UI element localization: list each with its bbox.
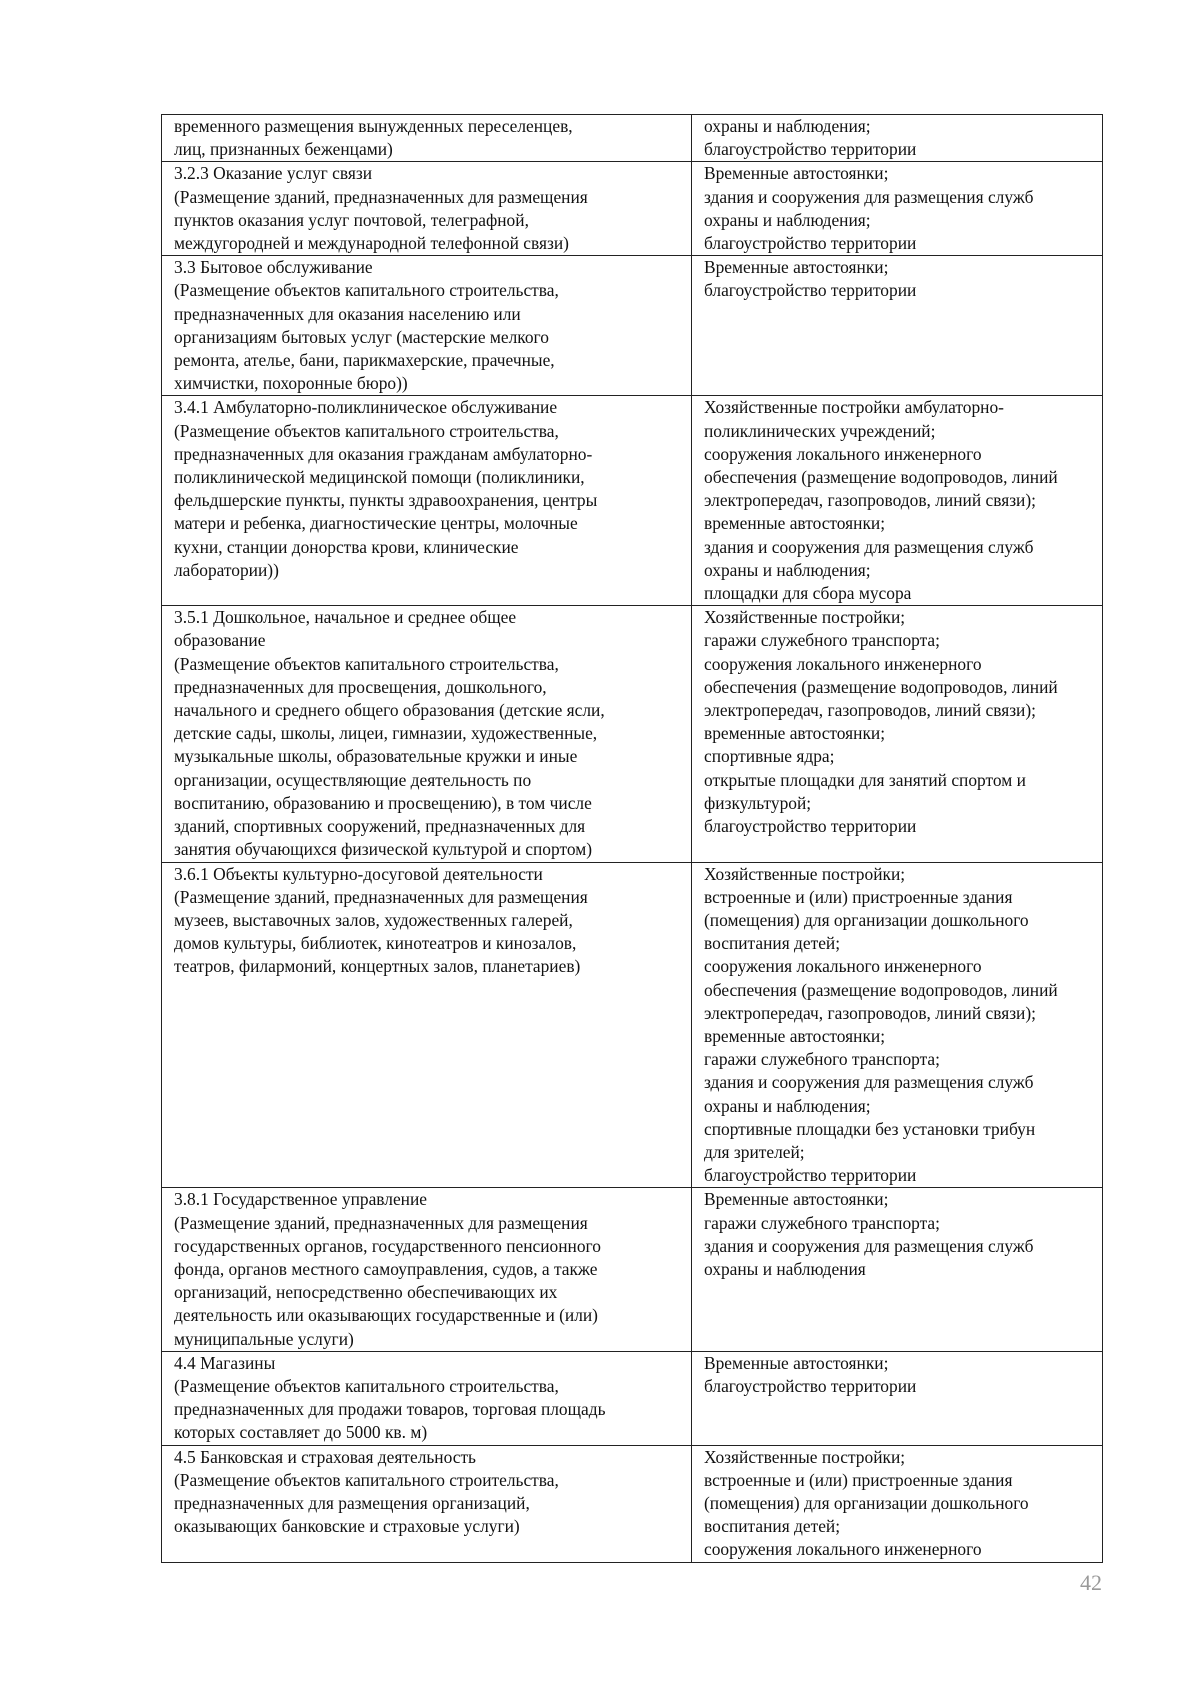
cell-auxiliary-uses: Временные автостоянки; благоустройство территории [692,1351,1103,1445]
cell-use-type: 4.5 Банковская и страховая деятельность (Размещение объектов капитального строительства, предназначенных для размещения организаций, оказывающих банковские и страховые услуги) [162,1445,692,1562]
cell-use-type: 3.6.1 Объекты культурно-досуговой деятельности (Размещение зданий, предназначенных для размещения музеев, выставочных залов, художественных галерей, домов культуры, библиотек, кинотеатров и кинозалов, театров, филармоний, концертных залов, планетариев) [162,862,692,1188]
cell-use-type: 3.3 Бытовое обслуживание (Размещение объектов капитального строительства, предназначенных для оказания населению или организациям бытовых услуг (мастерские мелкого ремонта, ателье, бани, парикмахерские, прачечные, химчистки, похоронные бюро)) [162,256,692,396]
cell-use-type: 4.4 Магазины (Размещение объектов капитального строительства, предназначенных для продажи товаров, торговая площадь которых составляет до 5000 кв. м) [162,1351,692,1445]
cell-auxiliary-uses: Хозяйственные постройки амбулаторно- поликлинических учреждений; сооружения локального инженерного обеспечения (размещение водопроводов, линий электропередач, газопроводов, линий связи); временные автостоянки; здания и сооружения для размещения служб охраны и наблюдения; площадки для сбора мусора [692,396,1103,606]
cell-auxiliary-uses: охраны и наблюдения; благоустройство территории [692,115,1103,162]
cell-auxiliary-uses: Временные автостоянки; гаражи служебного транспорта; здания и сооружения для размещения служб охраны и наблюдения [692,1188,1103,1351]
cell-auxiliary-uses: Временные автостоянки; благоустройство территории [692,256,1103,396]
cell-use-type: временного размещения вынужденных переселенцев, лиц, признанных беженцами) [162,115,692,162]
cell-use-type: 3.5.1 Дошкольное, начальное и среднее общее образование (Размещение объектов капитального строительства, предназначенных для просвещения, дошкольного, начального и среднего общего образования (детские ясли, детские сады, школы, лицеи, гимназии, художественные, музыкальные школы, образовательные кружки и иные организации, осуществляющие деятельность по воспитанию, образованию и просвещению), в том числе зданий, спортивных сооружений, предназначенных для занятия обучающихся физической культурой и спортом) [162,606,692,862]
table-row [162,862,1103,1188]
table-row [162,1188,1103,1351]
table-row [162,1351,1103,1445]
cell-auxiliary-uses: Хозяйственные постройки; гаражи служебного транспорта; сооружения локального инженерного обеспечения (размещение водопроводов, линий электропередач, газопроводов, линий связи); временные автостоянки; спортивные ядра; открытые площадки для занятий спортом и физкультурой; благоустройство территории [692,606,1103,862]
table-row [162,396,1103,606]
table-row [162,606,1103,862]
table-row [162,256,1103,396]
cell-auxiliary-uses: Хозяйственные постройки; встроенные и (или) пристроенные здания (помещения) для организации дошкольного воспитания детей; сооружения локального инженерного [692,1445,1103,1562]
cell-use-type: 3.8.1 Государственное управление (Размещение зданий, предназначенных для размещения государственных органов, государственного пенсионного фонда, органов местного самоуправления, судов, а также организаций, непосредственно обеспечивающих их деятельность или оказывающих государственные и (или) муниципальные услуги) [162,1188,692,1351]
cell-auxiliary-uses: Хозяйственные постройки; встроенные и (или) пристроенные здания (помещения) для организации дошкольного воспитания детей; сооружения локального инженерного обеспечения (размещение водопроводов, линий электропередач, газопроводов, линий связи); временные автостоянки; гаражи служебного транспорта; здания и сооружения для размещения служб охраны и наблюдения; спортивные площадки без установки трибун для зрителей; благоустройство территории [692,862,1103,1188]
table-row [162,115,1103,162]
page-number: 42 [1080,1570,1102,1595]
table-row [162,1445,1103,1562]
table-row [162,162,1103,256]
cell-use-type: 3.2.3 Оказание услуг связи (Размещение зданий, предназначенных для размещения пунктов оказания услуг почтовой, телеграфной, междугородней и международной телефонной связи) [162,162,692,256]
cell-use-type: 3.4.1 Амбулаторно-поликлиническое обслуживание (Размещение объектов капитального строительства, предназначенных для оказания гражданам амбулаторно- поликлинической медицинской помощи (поликлиники, фельдшерские пункты, пункты здравоохранения, центры матери и ребенка, диагностические центры, молочные кухни, станции донорства крови, клинические лаборатории)) [162,396,692,606]
land-use-table [161,114,1103,1563]
cell-auxiliary-uses: Временные автостоянки; здания и сооружения для размещения служб охраны и наблюдения; благоустройство территории [692,162,1103,256]
